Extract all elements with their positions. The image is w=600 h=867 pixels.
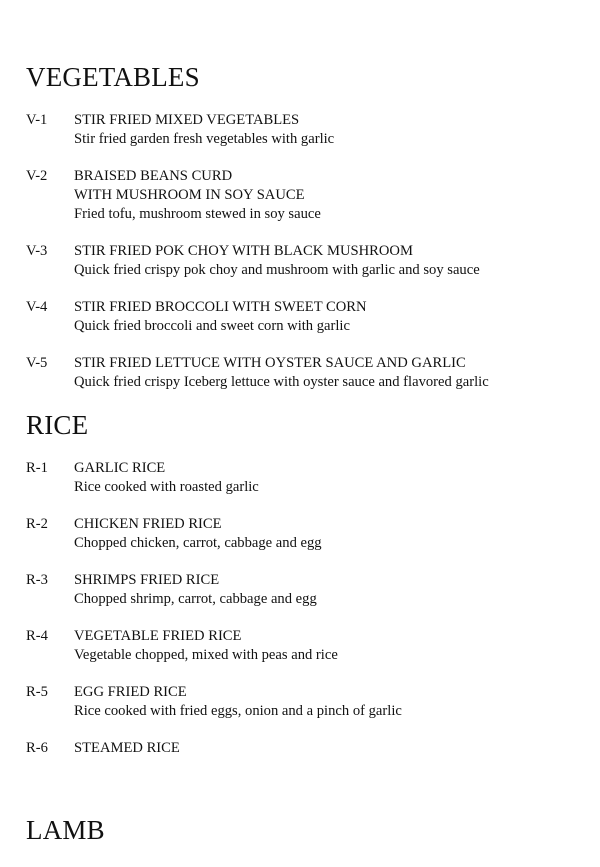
item-name: SHRIMPS FRIED RICE — [74, 572, 220, 588]
item-description: Quick fried crispy Iceberg lettuce with oyster sauce and flavored garlic — [74, 374, 489, 390]
item-code: V-4 — [26, 299, 48, 315]
item-description: Rice cooked with roasted garlic — [74, 479, 259, 495]
item-description: Chopped shrimp, carrot, cabbage and egg — [74, 591, 317, 607]
menu-item — [26, 683, 586, 721]
item-code: R-3 — [26, 572, 48, 588]
section-title-lamb: LAMB — [26, 815, 105, 845]
menu-item — [26, 515, 586, 553]
item-description: Fried tofu, mushroom stewed in soy sauce — [74, 206, 321, 222]
item-name: STIR FRIED BROCCOLI WITH SWEET CORN — [74, 299, 367, 315]
menu-item — [26, 298, 586, 336]
menu-item — [26, 571, 586, 609]
item-name: STEAMED RICE — [74, 740, 180, 756]
item-name: STIR FRIED POK CHOY WITH BLACK MUSHROOM — [74, 243, 413, 259]
item-name-line-2: WITH MUSHROOM IN SOY SAUCE — [74, 187, 305, 203]
item-name: CHICKEN FRIED RICE — [74, 516, 222, 532]
item-name: VEGETABLE FRIED RICE — [74, 628, 242, 644]
item-code: V-2 — [26, 168, 48, 184]
menu-item — [26, 739, 586, 758]
item-description: Stir fried garden fresh vegetables with garlic — [74, 131, 335, 147]
item-description: Quick fried broccoli and sweet corn with garlic — [74, 318, 350, 334]
item-code: V-3 — [26, 243, 48, 259]
item-code: R-2 — [26, 516, 48, 532]
section-title-vegetables: VEGETABLES — [26, 62, 200, 92]
menu-item — [26, 627, 586, 665]
item-description: Quick fried crispy pok choy and mushroom with garlic and soy sauce — [74, 262, 480, 278]
item-description: Vegetable chopped, mixed with peas and rice — [74, 647, 338, 663]
item-code: R-5 — [26, 684, 48, 700]
item-code: R-1 — [26, 460, 48, 476]
item-code: V-1 — [26, 112, 48, 128]
menu-item — [26, 242, 586, 280]
item-name: GARLIC RICE — [74, 460, 166, 476]
menu-item — [26, 354, 586, 392]
item-code: R-6 — [26, 740, 48, 756]
menu-item — [26, 111, 586, 149]
item-name: STIR FRIED MIXED VEGETABLES — [74, 112, 300, 128]
item-name: BRAISED BEANS CURD — [74, 168, 233, 184]
menu-item — [26, 459, 586, 497]
item-description: Rice cooked with fried eggs, onion and a pinch of garlic — [74, 703, 402, 719]
item-code: V-5 — [26, 355, 48, 371]
item-description: Chopped chicken, carrot, cabbage and egg — [74, 535, 322, 551]
item-name: EGG FRIED RICE — [74, 684, 187, 700]
menu-item — [26, 167, 586, 224]
section-title-rice: RICE — [26, 410, 89, 440]
item-name: STIR FRIED LETTUCE WITH OYSTER SAUCE AND GARLIC — [74, 355, 466, 371]
item-code: R-4 — [26, 628, 48, 644]
